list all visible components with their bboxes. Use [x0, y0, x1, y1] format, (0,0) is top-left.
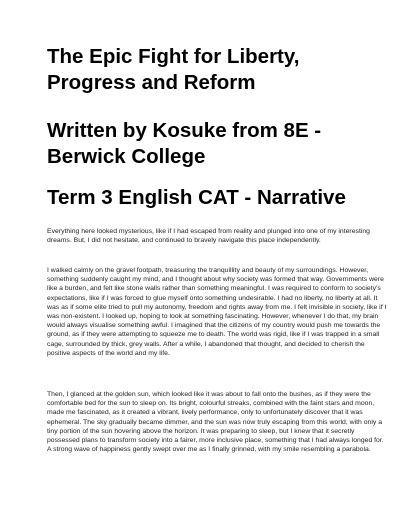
title-line-2: Progress and Reform — [47, 71, 256, 94]
document-subtitle: Term 3 English CAT - Narrative — [47, 186, 346, 209]
byline-line-2: Berwick College — [47, 145, 206, 168]
document-byline — [47, 118, 321, 170]
body-paragraph-2: I walked calmly on the gravel footpath, treasuring the tranquillity and beauty of my surroundings. However, something suddenly caught my mind, and I thought about why society was formed that way. Governments were like a burden, and felt like stone walls rather than something meaningful. I was required to conform to society's expectations, like if I was forced to glue myself onto something undesirable. I had no liberty, no liberty at all. It was as if some elite tried to pull my autonomy, freedom and rights away from me. I felt invisible in society, like if I was non-existent. I looked up, hoping to look at something fascinating. However, whenever I do that, my brain would always visualise something awful. I imagined that the citizens of my country would push me towards the ground, as if they were attempting to squeeze me to death. The world was rigid, like if I was trapped in a small cage, surrounded by thick, grey walls. After a while, I abandoned that thought, and decided to cherish the positive aspects of the world and my life. — [47, 267, 387, 357]
byline-line-1: Written by Kosuke from 8E - — [47, 119, 322, 142]
title-line-1: The Epic Fight for Liberty, — [47, 45, 300, 68]
body-paragraph-1: Everything here looked mysterious, like if I had escaped from reality and plunged into one of my interesting dreams. But, I did not hesitate, and continued to bravely navigate this place independently. — [47, 228, 370, 245]
document-title — [47, 44, 299, 96]
body-paragraph-3: Then, I glanced at the golden sun, which looked like it was about to fall onto the bushes, as if they were the comfortable bed for the sun to sleep on. Its bright, colourful streaks, combined with the faint stars and moon, made me fascinated, as it created a vibrant, lively performance, only to unfortunately discover that it was ephemeral. The sky gradually became dimmer, and the sun was now truly escaping from this world, with only a tiny portion of the sun hovering above the horizon. It was preparing to sleep, but I knew that it secretly possessed plans to transform society into a fairer, more inclusive place, something that I had always longed for. A strong wave of happiness gently swept over me as I finally grinned, with my smile resembling a parabola. — [47, 391, 384, 454]
